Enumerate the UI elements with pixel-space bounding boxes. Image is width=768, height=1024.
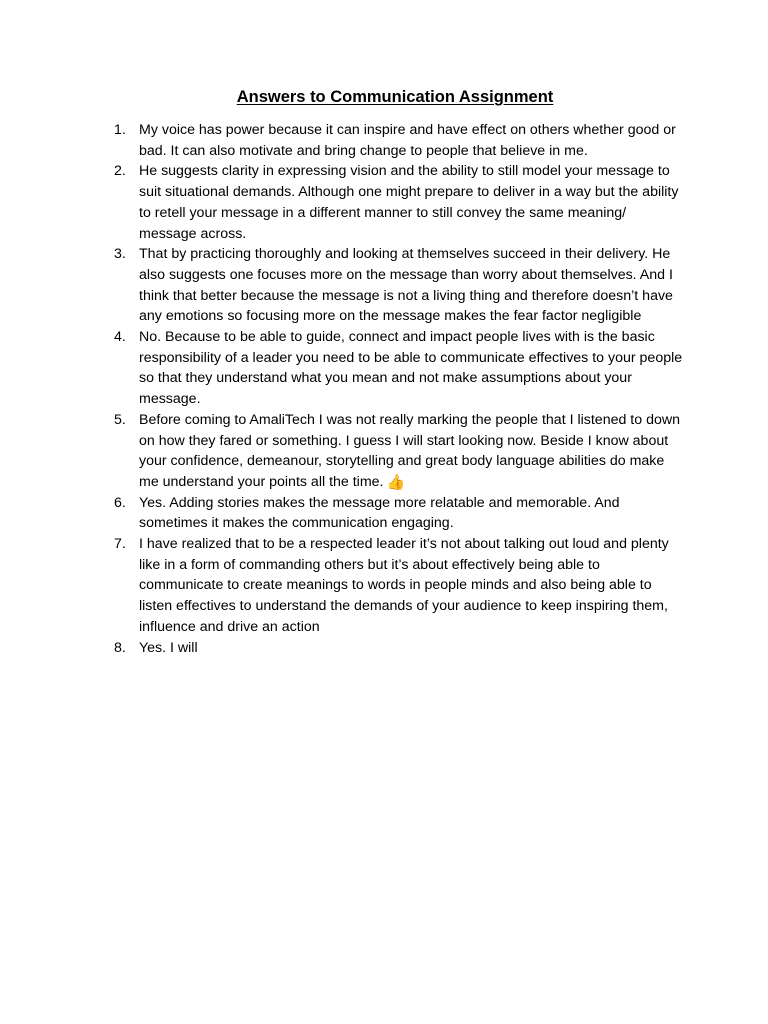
item-number: 5.: [114, 411, 126, 428]
list-item-6: [114, 493, 684, 534]
answers-list: [114, 120, 684, 658]
item-number: 8.: [114, 639, 126, 656]
answer-text: Before coming to AmaliTech I was not really marking the people that I listened to down on how they fared or something. I guess I will start looking now. Beside I know about your confidence, demeanour, storytelling and great body language abilities do make me understand your points all the time.: [139, 411, 680, 490]
document-title: Answers to Communication Assignment: [236, 88, 554, 106]
item-number: 7.: [114, 536, 126, 553]
answer-text: That by practicing thoroughly and looking at themselves succeed in their delivery. He also suggests one focuses more on the message than worry about themselves. And I think that better because the message is not a living thing and therefore doesn’t have any emotions so focusing more on the message makes the fear factor negligible: [139, 246, 673, 325]
list-item-4: [114, 327, 684, 410]
item-number: 1.: [114, 122, 126, 138]
item-number: 4.: [114, 329, 126, 346]
answer-text: Yes. Adding stories makes the message more relatable and memorable. And sometimes it makes the communication engaging.: [139, 494, 620, 532]
list-item-8: [114, 638, 684, 659]
item-number: 3.: [114, 246, 126, 263]
answer-text: No. Because to be able to guide, connect and impact people lives with is the basic responsibility of a leader you need to be able to communicate effectives to your people so that they understand what you mean and not make assumptions about your message.: [139, 329, 683, 408]
list-item-2: [114, 161, 684, 244]
item-number: 2.: [114, 163, 126, 180]
list-item-1: [114, 120, 684, 161]
answer-text: Yes. I will: [139, 639, 198, 656]
list-item-5: [114, 410, 684, 493]
list-item-7: [114, 534, 684, 638]
item-number: 6.: [114, 494, 126, 511]
list-item-3: [114, 244, 684, 327]
answer-text: I have realized that to be a respected leader it’s not about talking out loud and plenty like in a form of commanding others but it’s about effectively being able to communicate to create meanings to words in people minds and also being able to listen effectives to understand the demands of your audience to keep inspiring them, influence and drive an action: [139, 536, 669, 635]
answer-text: He suggests clarity in expressing vision and the ability to still model your message to suit situational demands. Although one might prepare to deliver in a way but the ability to retell your message in a different manner to still convey the same meaning/ message across.: [139, 163, 679, 242]
thumbs-up-icon: 👍: [386, 473, 406, 491]
answer-text: My voice has power because it can inspire and have effect on others whether good or bad. It can also motivate and bring change to people that believe in me.: [139, 122, 676, 159]
